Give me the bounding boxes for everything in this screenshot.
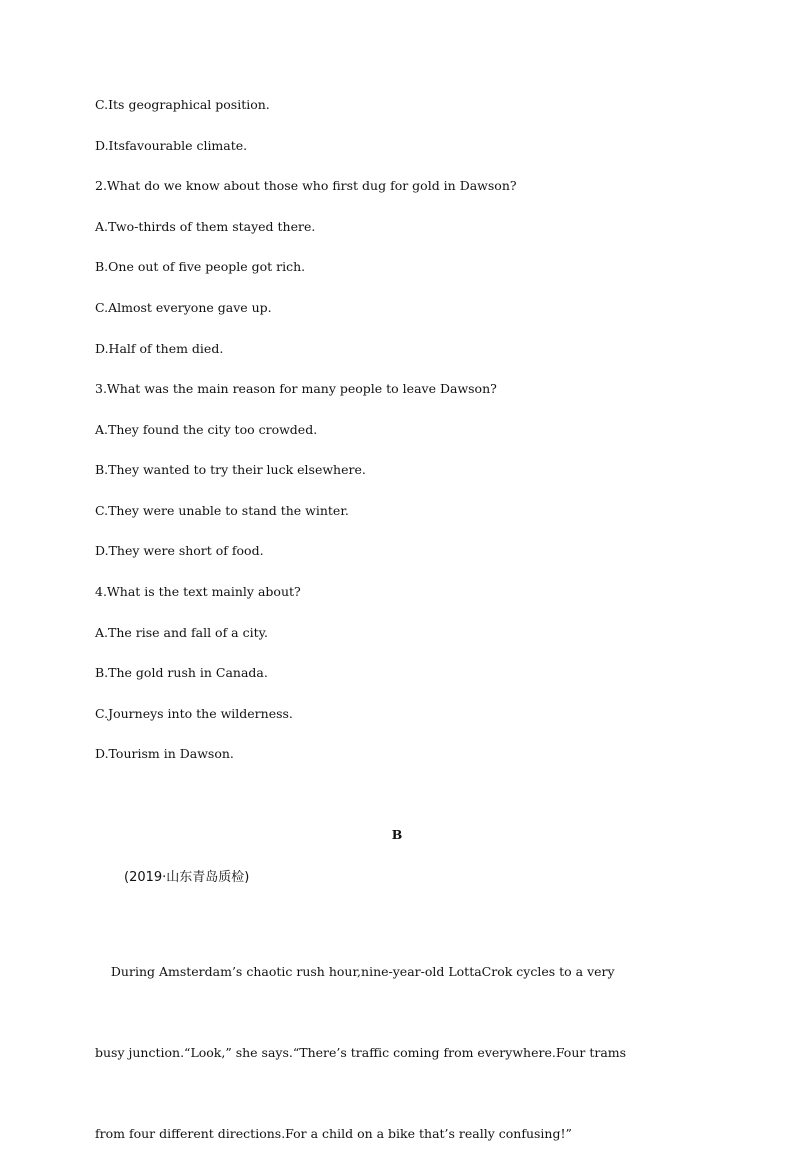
q4-option-a: A.The rise and fall of a city.	[95, 625, 268, 640]
q4-option-b: B.The gold rush in Canada.	[95, 665, 268, 680]
q4-question: 4.What is the text mainly about?	[95, 584, 301, 599]
q3-question: 3.What was the main reason for many people to leave Dawson?	[95, 381, 497, 396]
q2-option-a: A.Two-thirds of them stayed there.	[95, 219, 316, 234]
q1-option-d: D.Itsfavourable climate.	[95, 138, 248, 153]
q4-option-d: D.Tourism in Dawson.	[95, 746, 234, 761]
q2-option-b: B.One out of five people got rich.	[95, 259, 306, 274]
q3-option-b: B.They wanted to try their luck elsewhere.	[95, 462, 366, 477]
q1-option-c: C.Its geographical position.	[95, 97, 270, 112]
q3-option-a: A.They found the city too crowded.	[95, 422, 318, 437]
paragraph-line: busy junction.“Look,” she says.“There’s traffic coming from everywhere.Four trams	[95, 1045, 627, 1060]
paragraph-line: During Amsterdam’s chaotic rush hour,nine-year-old LottaCrok cycles to a very	[95, 964, 615, 979]
q3-option-c: C.They were unable to stand the winter.	[95, 503, 349, 518]
passage-source: (2019·山东青岛质检)	[124, 870, 250, 885]
paragraph-line: from four different directions.For a child on a bike that’s really confusing!”	[95, 1126, 572, 1141]
section-title: B	[391, 827, 403, 842]
q2-question: 2.What do we know about those who first dug for gold in Dawson?	[95, 178, 517, 193]
q4-option-c: C.Journeys into the wilderness.	[95, 706, 293, 721]
passage-paragraph	[95, 904, 695, 1174]
q2-option-c: C.Almost everyone gave up.	[95, 300, 272, 315]
q2-option-d: D.Half of them died.	[95, 341, 224, 356]
q3-option-d: D.They were short of food.	[95, 543, 264, 558]
